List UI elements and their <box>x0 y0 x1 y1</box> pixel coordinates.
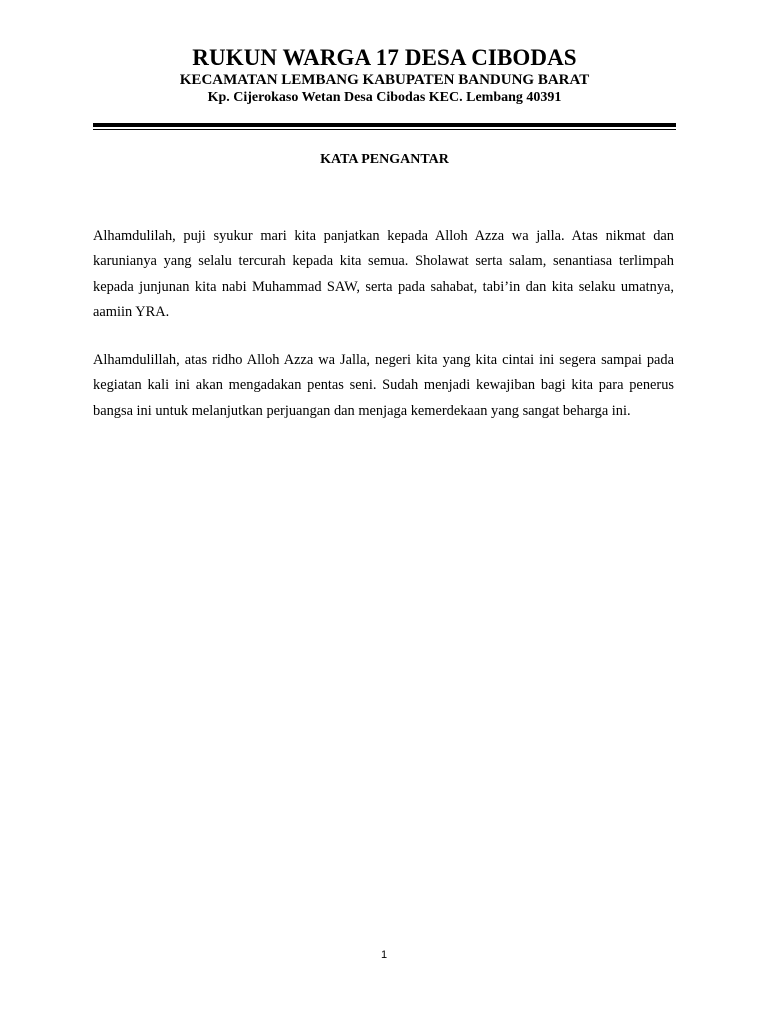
body-paragraph: Alhamdulilah, puji syukur mari kita panjatkan kepada Alloh Azza wa jalla. Atas nikmat dan karunianya yang selalu tercurah kepada kita semua. Sholawat serta salam, senantiasa terlimpah kepada junjunan kita nabi Muhammad SAW, serta pada sahabat, tabi’in dan kita selaku umatnya, aamiin YRA. <box>93 228 674 320</box>
section-title: KATA PENGANTAR <box>320 152 449 167</box>
letterhead <box>93 44 676 107</box>
letterhead-title: RUKUN WARGA 17 DESA CIBODAS <box>192 45 577 70</box>
letterhead-divider-thick <box>93 123 676 127</box>
page-number: 1 <box>380 949 388 961</box>
letterhead-address: Kp. Cijerokaso Wetan Desa Cibodas KEC. Lembang 40391 <box>207 90 562 105</box>
letterhead-divider-thin <box>93 129 676 130</box>
body-paragraph: Alhamdulillah, atas ridho Alloh Azza wa Jalla, negeri kita yang kita cintai ini segera sampai pada kegiatan kali ini akan mengadakan pentas seni. Sudah menjadi kewajiban bagi kita para penerus bangsa ini untuk melanjutkan perjuangan dan menjaga kemerdekaan yang sangat beharga ini. <box>93 352 674 419</box>
letterhead-subtitle: KECAMATAN LEMBANG KABUPATEN BANDUNG BARAT <box>179 72 590 88</box>
